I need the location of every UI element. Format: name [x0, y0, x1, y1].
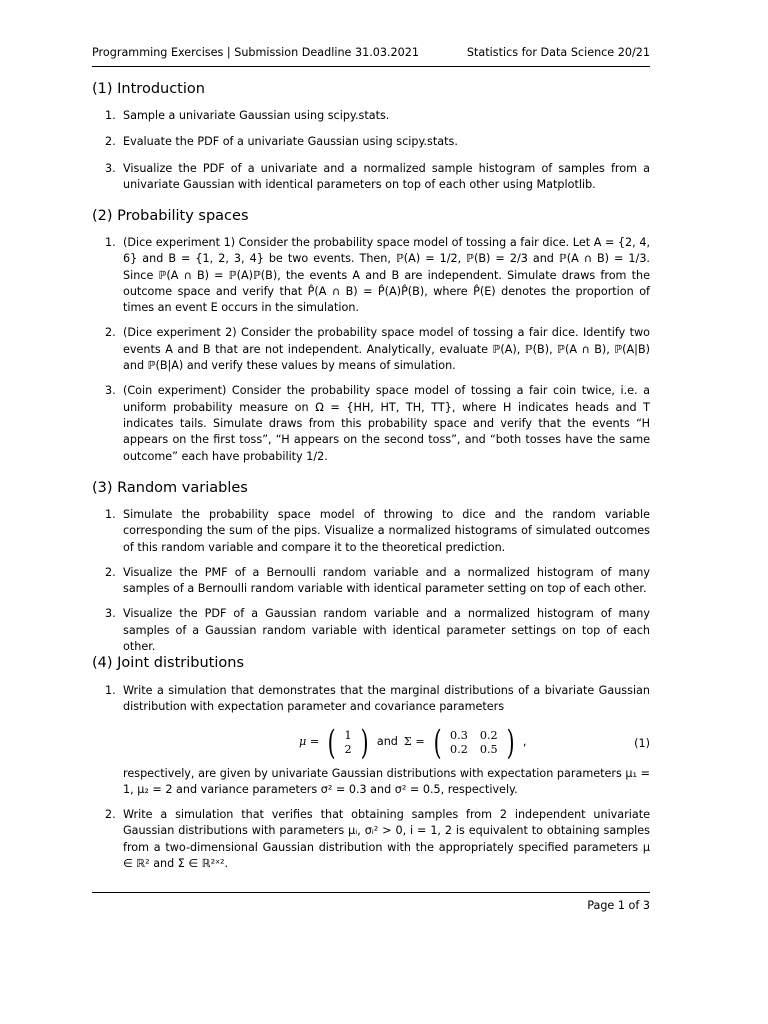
- mu-lhs: μ =: [299, 735, 320, 749]
- item-outro: respectively, are given by univariate Gaussian distributions with expectation parameters μ₁ = 1, μ₂ = 2 and variance parameters σ² = 0.3 and σ² = 0.5, respectively.: [123, 766, 650, 796]
- equation-number: (1): [634, 736, 650, 750]
- section-list-random-variables: [92, 507, 650, 655]
- header-right: Statistics for Data Science 20/21: [466, 46, 650, 59]
- list-item: 2. Write a simulation that verifies that obtaining samples from 2 independent univariate Gaussian distributions with parameters μᵢ, σᵢ² > 0, i = 1, 2 is equivalent to obtaining samples from a two-dimensional Gaussian distribution with the appropriately specified parameters μ ∈ ℝ² and Σ ∈ ℝ²ˣ².: [105, 808, 650, 871]
- section-title-probability-spaces: (2) Probability spaces: [92, 208, 249, 224]
- equation-and: and: [376, 735, 398, 749]
- page-header: [92, 46, 650, 59]
- list-item: 3. Visualize the PDF of a Gaussian random variable and a normalized histogram of many samples of a Gaussian random variable with identical parameter settings on top of each other.: [105, 607, 650, 654]
- page-number: Page 1 of 3: [587, 899, 650, 912]
- list-item: 1. Simulate the probability space model of throwing to dice and the random variable corresponding the sum of the pips. Visualize a normalized histograms of simulated outcomes of this random variable and compare it to the theoretical prediction.: [105, 508, 650, 554]
- equation-block: [123, 716, 650, 766]
- mu-vector: 1 2: [344, 728, 352, 756]
- list-item: 3. (Coin experiment) Consider the probability space model of tossing a fair coin twice, i.e. a uniform probability measure on Ω = {HH, HT, TH, TT}, where H indicates heads and T indicates tails. Simulate draws from this probability space and verify that the events “H appears on the first toss”, “H appears on the second toss”, and “both tosses have the same outcome” each have probability 1/2.: [105, 384, 650, 463]
- equation: μ = ( 1 2 ) and Σ = ( 0.3 0.2 0.2 0.5 ) ,: [299, 722, 527, 763]
- section-list-probability-spaces: [92, 235, 650, 465]
- list-item: 3. Visualize the PDF of a univariate and a normalized sample histogram of samples from a univariate Gaussian with identical parameters on top of each other using Matplotlib.: [105, 161, 650, 191]
- list-item: 1. Sample a univariate Gaussian using scipy.stats.: [105, 109, 390, 122]
- list-item: 2. (Dice experiment 2) Consider the probability space model of tossing a fair dice. Identify two events A and B that are not independent. Analytically, evaluate ℙ(A), ℙ(B), ℙ(A ∩ B), ℙ(A|B) and ℙ(B|A) and verify these values by means of simulation.: [105, 326, 650, 373]
- list-item: 2. Visualize the PMF of a Bernoulli random variable and a normalized histogram of many samples of a Bernoulli random variable with identical parameter setting on top of each other.: [105, 565, 650, 596]
- section-list-joint-distributions: [92, 683, 650, 872]
- header-left: Programming Exercises | Submission Deadline 31.03.2021: [92, 46, 420, 59]
- section-title-random-variables: (3) Random variables: [92, 480, 248, 496]
- section-list-introduction: [92, 108, 650, 193]
- section-title-introduction: (1) Introduction: [92, 81, 205, 97]
- item-intro: Write a simulation that demonstrates that the marginal distributions of a bivariate Gaussian distribution with expectation parameter and covariance parameters: [123, 684, 650, 714]
- list-item: 1. Write a simulation that demonstrates that the marginal distributions of a bivariate Gaussian distribution with expectation parameter and covariance parameters μ = ( 1 2 ) and Σ = ( 0.3 0.2 0.2 0.5 ) , (1) respectively, are given by univariate Gaussian distributions with expectation parameters μ₁ = 1, μ₂ = 2 and variance parameters σ² = 0.3 and σ² = 0.5, respectively.: [92, 683, 650, 798]
- sigma-lhs: Σ =: [403, 735, 425, 749]
- section-title-joint-distributions: (4) Joint distributions: [92, 655, 244, 671]
- list-item: 1. (Dice experiment 1) Consider the probability space model of tossing a fair dice. Let A = {2, 4, 6} and B = {1, 2, 3, 4} be two events. Then, ℙ(A) = 1/2, ℙ(B) = 2/3 and ℙ(A ∩ B) = 1/3. Since ℙ(A ∩ B) = ℙ(A)ℙ(B), the events A and B are independent. Simulate draws from the outcome space and verify that P̂(A ∩ B) = P̂(A)P̂(B), where P̂(E) denotes the proportion of times an event E occurs in the simulation.: [105, 236, 650, 315]
- header-rule: [92, 66, 650, 67]
- footer-rule: [92, 892, 650, 893]
- sigma-matrix: 0.3 0.2 0.2 0.5: [450, 728, 498, 756]
- list-item: 2. Evaluate the PDF of a univariate Gaussian using scipy.stats.: [105, 135, 458, 149]
